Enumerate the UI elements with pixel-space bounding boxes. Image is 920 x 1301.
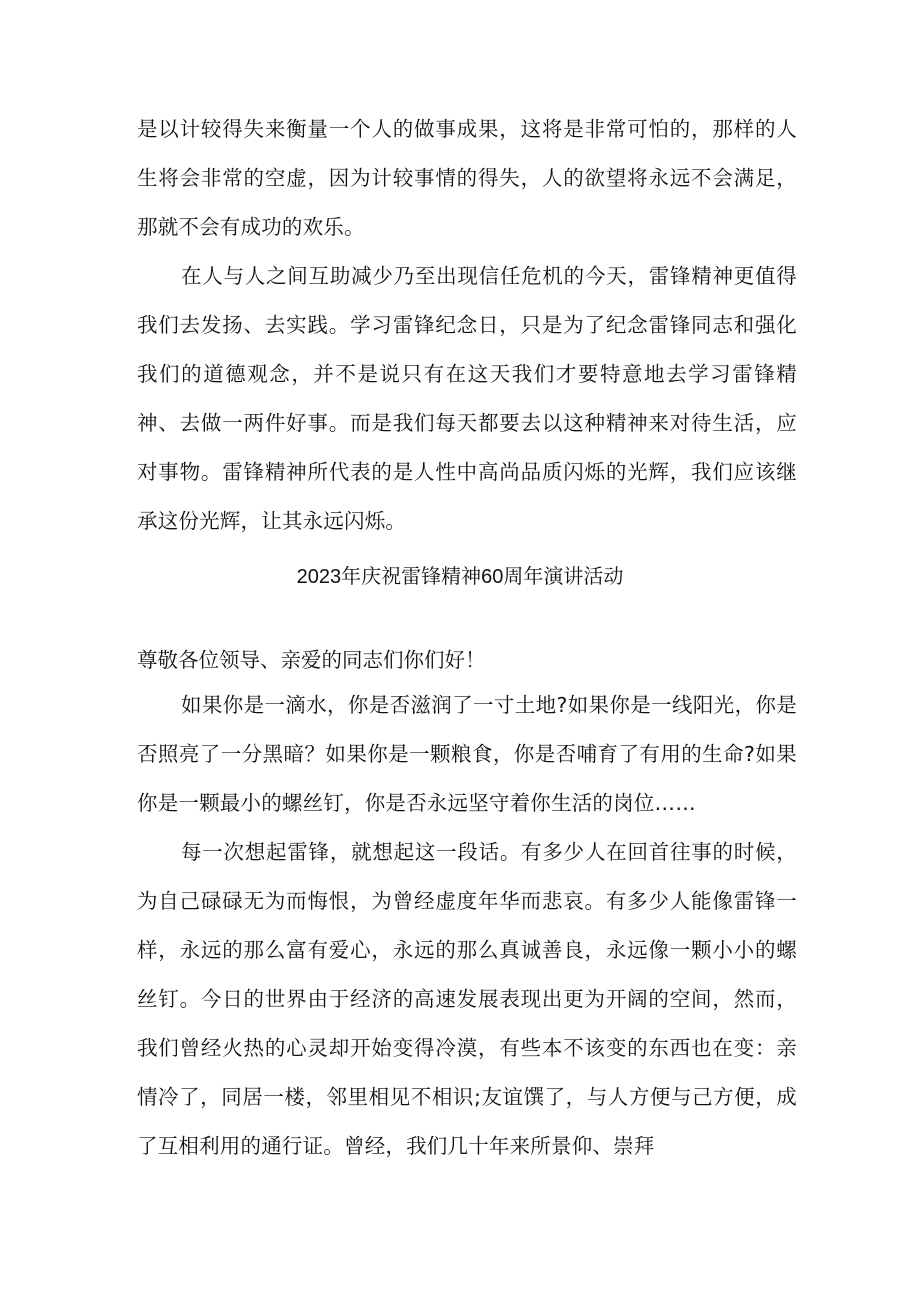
paragraph-3: 如果你是一滴水，你是否滋润了一寸土地?如果你是一线阳光，你是否照亮了一分黑暗？如果你是一颗粮食，你是否哺育了有用的生命?如果你是一颗最小的螺丝钉，你是否永远坚守着你生活的岗位…… [137,693,797,815]
greeting-line: 尊敬各位领导、亲爱的同志们你们好！ [137,648,486,672]
section-title: 2023年庆祝雷锋精神60周年演讲活动 [296,566,624,588]
paragraph-1: 是以计较得失来衡量一个人的做事成果，这将是非常可怕的，那样的人生将会非常的空虚，因为计较事情的得失，人的欲望将永远不会满足，那就不会有成功的欢乐。 [137,117,797,239]
paragraph-2: 在人与人之间互助减少乃至出现信任危机的今天，雷锋精神更值得我们去发扬、去实践。学习雷锋纪念日，只是为了纪念雷锋同志和强化我们的道德观念，并不是说只有在这天我们才要特意地去学习雷锋精神、去做一两件好事。而是我们每天都要去以这种精神来对待生活，应对事物。雷锋精神所代表的是人性中高尚品质闪烁的光辉，我们应该继承这份光辉，让其永远闪烁。 [137,264,797,533]
paragraph-4: 每一次想起雷锋，就想起这一段话。有多少人在回首往事的时候，为自己碌碌无为而悔恨，为曾经虚度年华而悲哀。有多少人能像雷锋一样，永远的那么富有爱心，永远的那么真诚善良，永远像一颗小小的螺丝钉。今日的世界由于经济的高速发展表现出更为开阔的空间，然而，我们曾经火热的心灵却开始变得冷漠，有些本不该变的东西也在变：亲情冷了，同居一楼，邻里相见不相识;友谊馔了，与人方便与己方便，成了互相利用的通行证。曾经，我们几十年来所景仰、崇拜 [137,840,797,1158]
